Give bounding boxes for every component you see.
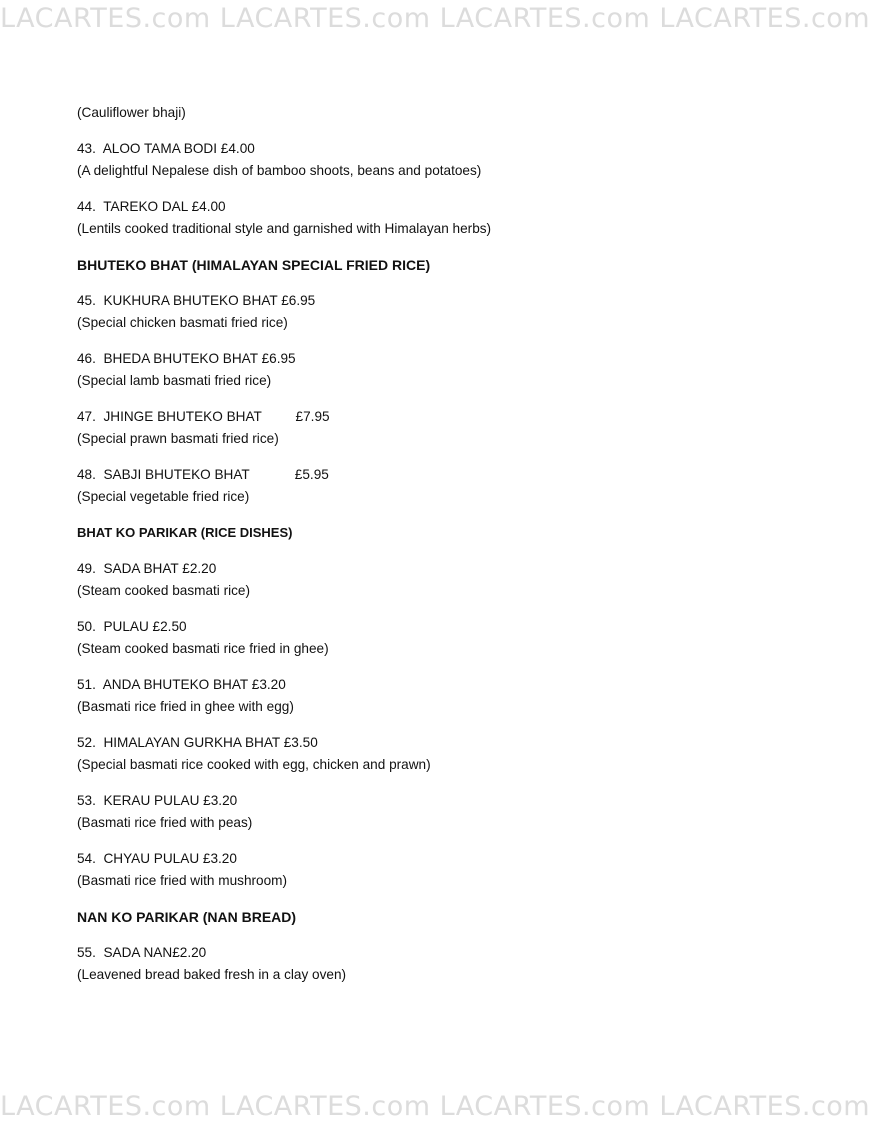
menu-item-description: (Basmati rice fried with peas) (77, 815, 253, 830)
menu-item (77, 848, 817, 892)
menu-item-title: 50. PULAU £2.50 (77, 619, 187, 634)
menu-item (77, 138, 817, 182)
menu-item-title: 54. CHYAU PULAU £3.20 (77, 851, 237, 866)
menu-item-description: (Special vegetable fried rice) (77, 489, 250, 504)
menu-item-title: 48. SABJI BHUTEKO BHAT £5.95 (77, 467, 329, 482)
menu-item (77, 406, 817, 450)
section-heading-rice-dishes: BHAT KO PARIKAR (RICE DISHES) (77, 525, 293, 540)
menu-item (77, 732, 817, 776)
menu-item-title: 53. KERAU PULAU £3.20 (77, 793, 238, 808)
section-heading-nan-bread: NAN KO PARIKAR (NAN BREAD) (77, 909, 297, 925)
menu-item-title: 46. BHEDA BHUTEKO BHAT £6.95 (77, 351, 296, 366)
menu-item-title: 55. SADA NAN£2.20 (77, 945, 207, 960)
menu-content (77, 102, 817, 1000)
menu-item (77, 464, 817, 508)
menu-item-description: (Basmati rice fried with mushroom) (77, 873, 287, 888)
menu-item-description: (Steam cooked basmati rice) (77, 583, 251, 598)
menu-item-title: 45. KUKHURA BHUTEKO BHAT £6.95 (77, 293, 316, 308)
menu-item-title: 43. ALOO TAMA BODI £4.00 (77, 141, 255, 156)
menu-item (77, 196, 817, 240)
menu-item-description: (Steam cooked basmati rice fried in ghee) (77, 641, 329, 656)
menu-item-description: (Special chicken basmati fried rice) (77, 315, 288, 330)
section-heading-fried-rice: BHUTEKO BHAT (HIMALAYAN SPECIAL FRIED RICE) (77, 257, 431, 273)
menu-item-description: (Special prawn basmati fried rice) (77, 431, 279, 446)
menu-item-title: 47. JHINGE BHUTEKO BHAT £7.95 (77, 409, 330, 424)
menu-item-title: 49. SADA BHAT £2.20 (77, 561, 217, 576)
menu-item-description: (A delightful Nepalese dish of bamboo shoots, beans and potatoes) (77, 163, 482, 178)
watermark-top: LACARTES.com LACARTES.com LACARTES.com LACARTES.com (0, 3, 870, 34)
intro-description: (Cauliflower bhaji) (77, 105, 186, 120)
menu-item-description: (Leavened bread baked fresh in a clay oven) (77, 967, 347, 982)
menu-item (77, 790, 817, 834)
menu-item-title: 44. TAREKO DAL £4.00 (77, 199, 226, 214)
menu-item (77, 942, 817, 986)
menu-item-description: (Special lamb basmati fried rice) (77, 373, 272, 388)
menu-item (77, 290, 817, 334)
menu-item-description: (Lentils cooked traditional style and garnished with Himalayan herbs) (77, 221, 492, 236)
menu-item-title: 51. ANDA BHUTEKO BHAT £3.20 (77, 677, 286, 692)
menu-item-title: 52. HIMALAYAN GURKHA BHAT £3.50 (77, 735, 318, 750)
menu-item-description: (Special basmati rice cooked with egg, chicken and prawn) (77, 757, 431, 772)
menu-item (77, 348, 817, 392)
watermark-bottom: LACARTES.com LACARTES.com LACARTES.com LACARTES.com (0, 1091, 870, 1122)
menu-item (77, 558, 817, 602)
menu-item (77, 616, 817, 660)
menu-item (77, 674, 817, 718)
menu-item-description: (Basmati rice fried in ghee with egg) (77, 699, 294, 714)
